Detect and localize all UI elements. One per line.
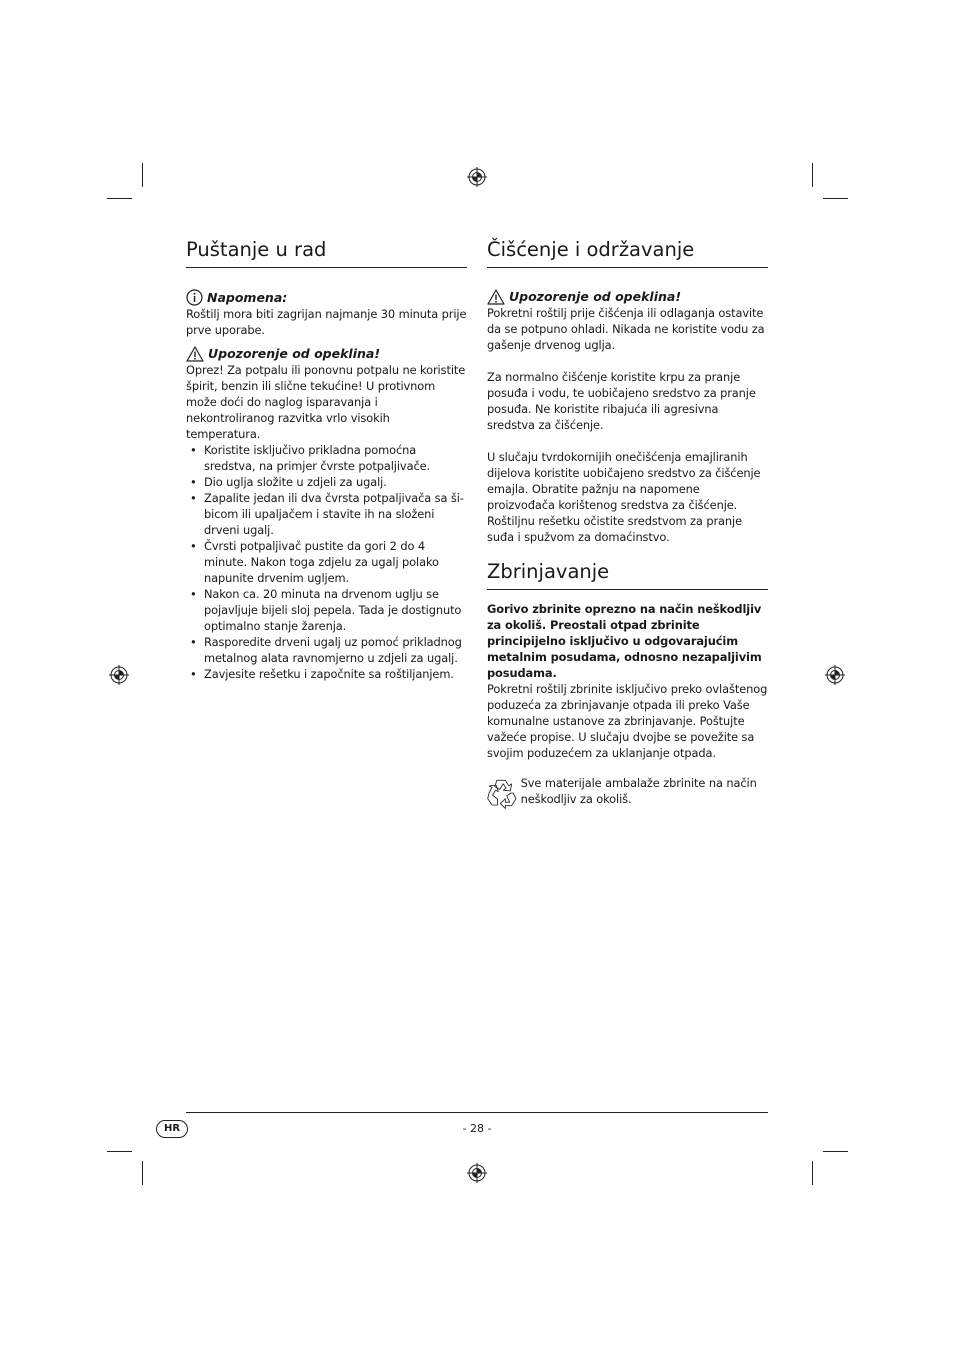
- language-badge: HR: [156, 1120, 188, 1138]
- note-heading: [186, 289, 467, 306]
- info-icon: [186, 289, 203, 306]
- recycle-note: [487, 771, 768, 815]
- cleaning-paragraph: U slučaju tvrdokornijih onečišćenja emajliranih dijelova koristite uobičajeno sredstvo za čišćenje emajla. Obratite pažnju na napomene proizvođača korištenog sredstva za čišćenje.: [487, 450, 761, 512]
- list-item: • Čvrsti potpaljivač pustite da gori 2 do 4 minute. Nakon toga zdjelu za ugalj polako napunite drvenim ugljem.: [186, 538, 467, 586]
- registration-mark-icon: [467, 1163, 487, 1183]
- disposal-bold-text: Gorivo zbrinite oprezno na način neškodljiv za okoliš. Preostali otpad zbrinite principijelno isključivo u odgovarajućim metalnim posudama, odnosno nezapaljivim posudama.: [487, 602, 762, 680]
- warning-text: Pokretni roštilj prije čišćenja ili odlaganja ostavite da se potpuno ohladi. Nikada ne koristite vodu za gašenje drvenog uglja.: [487, 306, 765, 352]
- crop-mark: [142, 1161, 143, 1185]
- warning-icon: [186, 346, 204, 362]
- crop-mark: [823, 1151, 848, 1152]
- left-column: [186, 236, 467, 682]
- instruction-list: [186, 442, 467, 682]
- section-heading-start-up: Puštanje u rad: [186, 236, 467, 268]
- section-heading-cleaning: Čišćenje i održavanje: [487, 236, 768, 268]
- warning-heading: [186, 346, 467, 362]
- right-column: [487, 236, 768, 815]
- crop-mark: [142, 163, 143, 187]
- list-item: • Zavjesite rešetku i započnite sa roštiljanjem.: [186, 666, 467, 682]
- registration-mark-icon: [467, 167, 487, 187]
- disposal-text: Pokretni roštilj zbrinite isključivo preko ovlaštenog poduzeća za zbrinjavanje otpada ili preko Vaše komunalne ustanove za zbrinjavanje. Poštujte važeće propise. U slučaju dvojbe se povežite sa svojim poduzećem za uklanjanje otpada.: [487, 682, 768, 760]
- recycle-icon: [487, 771, 517, 815]
- warning-icon: [487, 289, 505, 305]
- section-heading-disposal: Zbrinjavanje: [487, 558, 768, 590]
- recycle-text: Sve materijale ambalaže zbrinite na način neškodljiv za okoliš.: [520, 776, 757, 806]
- crop-mark: [823, 198, 848, 199]
- warning-title: Upozorenje od opeklina!: [509, 289, 682, 304]
- list-item: • Dio uglja složite u zdjeli za ugalj.: [186, 474, 467, 490]
- warning-title: Upozorenje od opeklina!: [208, 346, 381, 361]
- crop-mark: [812, 1161, 813, 1185]
- cleaning-paragraph: Za normalno čišćenje koristite krpu za pranje posuđa i vodu, te uobičajeno sredstvo za pranje posuđa. Ne koristite ribajuća ili agresivna sredstva za čišćenje.: [487, 370, 756, 432]
- registration-mark-icon: [109, 665, 129, 685]
- note-title: Napomena:: [207, 289, 288, 305]
- list-item: • Koristite isključivo prikladna pomoćna sredstva, na primjer čvrste potpaljivače.: [186, 442, 467, 474]
- cleaning-paragraph: Roštiljnu rešetku očistite sredstvom za pranje suđa i spužvom za domaćinstvo.: [487, 514, 743, 544]
- list-item: • Zapalite jedan ili dva čvrsta potpaljivača sa ši-bicom ili upaljačem i stavite ih na složeni drveni ugalj.: [186, 490, 467, 538]
- crop-mark: [107, 1151, 132, 1152]
- note-text: Roštilj mora biti zagrijan najmanje 30 minuta prije prve uporabe.: [186, 307, 467, 337]
- page-number: - 28 -: [462, 1122, 492, 1135]
- list-item: • Rasporedite drveni ugalj uz pomoć prikladnog metalnog alata ravnomjerno u zdjeli za ugalj.: [186, 634, 467, 666]
- footer-divider: [186, 1112, 768, 1113]
- warning-heading: [487, 289, 768, 305]
- crop-mark: [107, 198, 132, 199]
- crop-mark: [812, 163, 813, 187]
- list-item: • Nakon ca. 20 minuta na drvenom uglju se pojavljuje bijeli sloj pepela. Tada je dostignuto optimalno stanje žarenja.: [186, 586, 467, 634]
- warning-text: Oprez! Za potpalu ili ponovnu potpalu ne koristite špirit, benzin ili slične tekućine! U protivnom može doći do naglog isparavanja i nekontroliranog razvitka vrlo visokih temperatura.: [186, 363, 466, 441]
- registration-mark-icon: [825, 665, 845, 685]
